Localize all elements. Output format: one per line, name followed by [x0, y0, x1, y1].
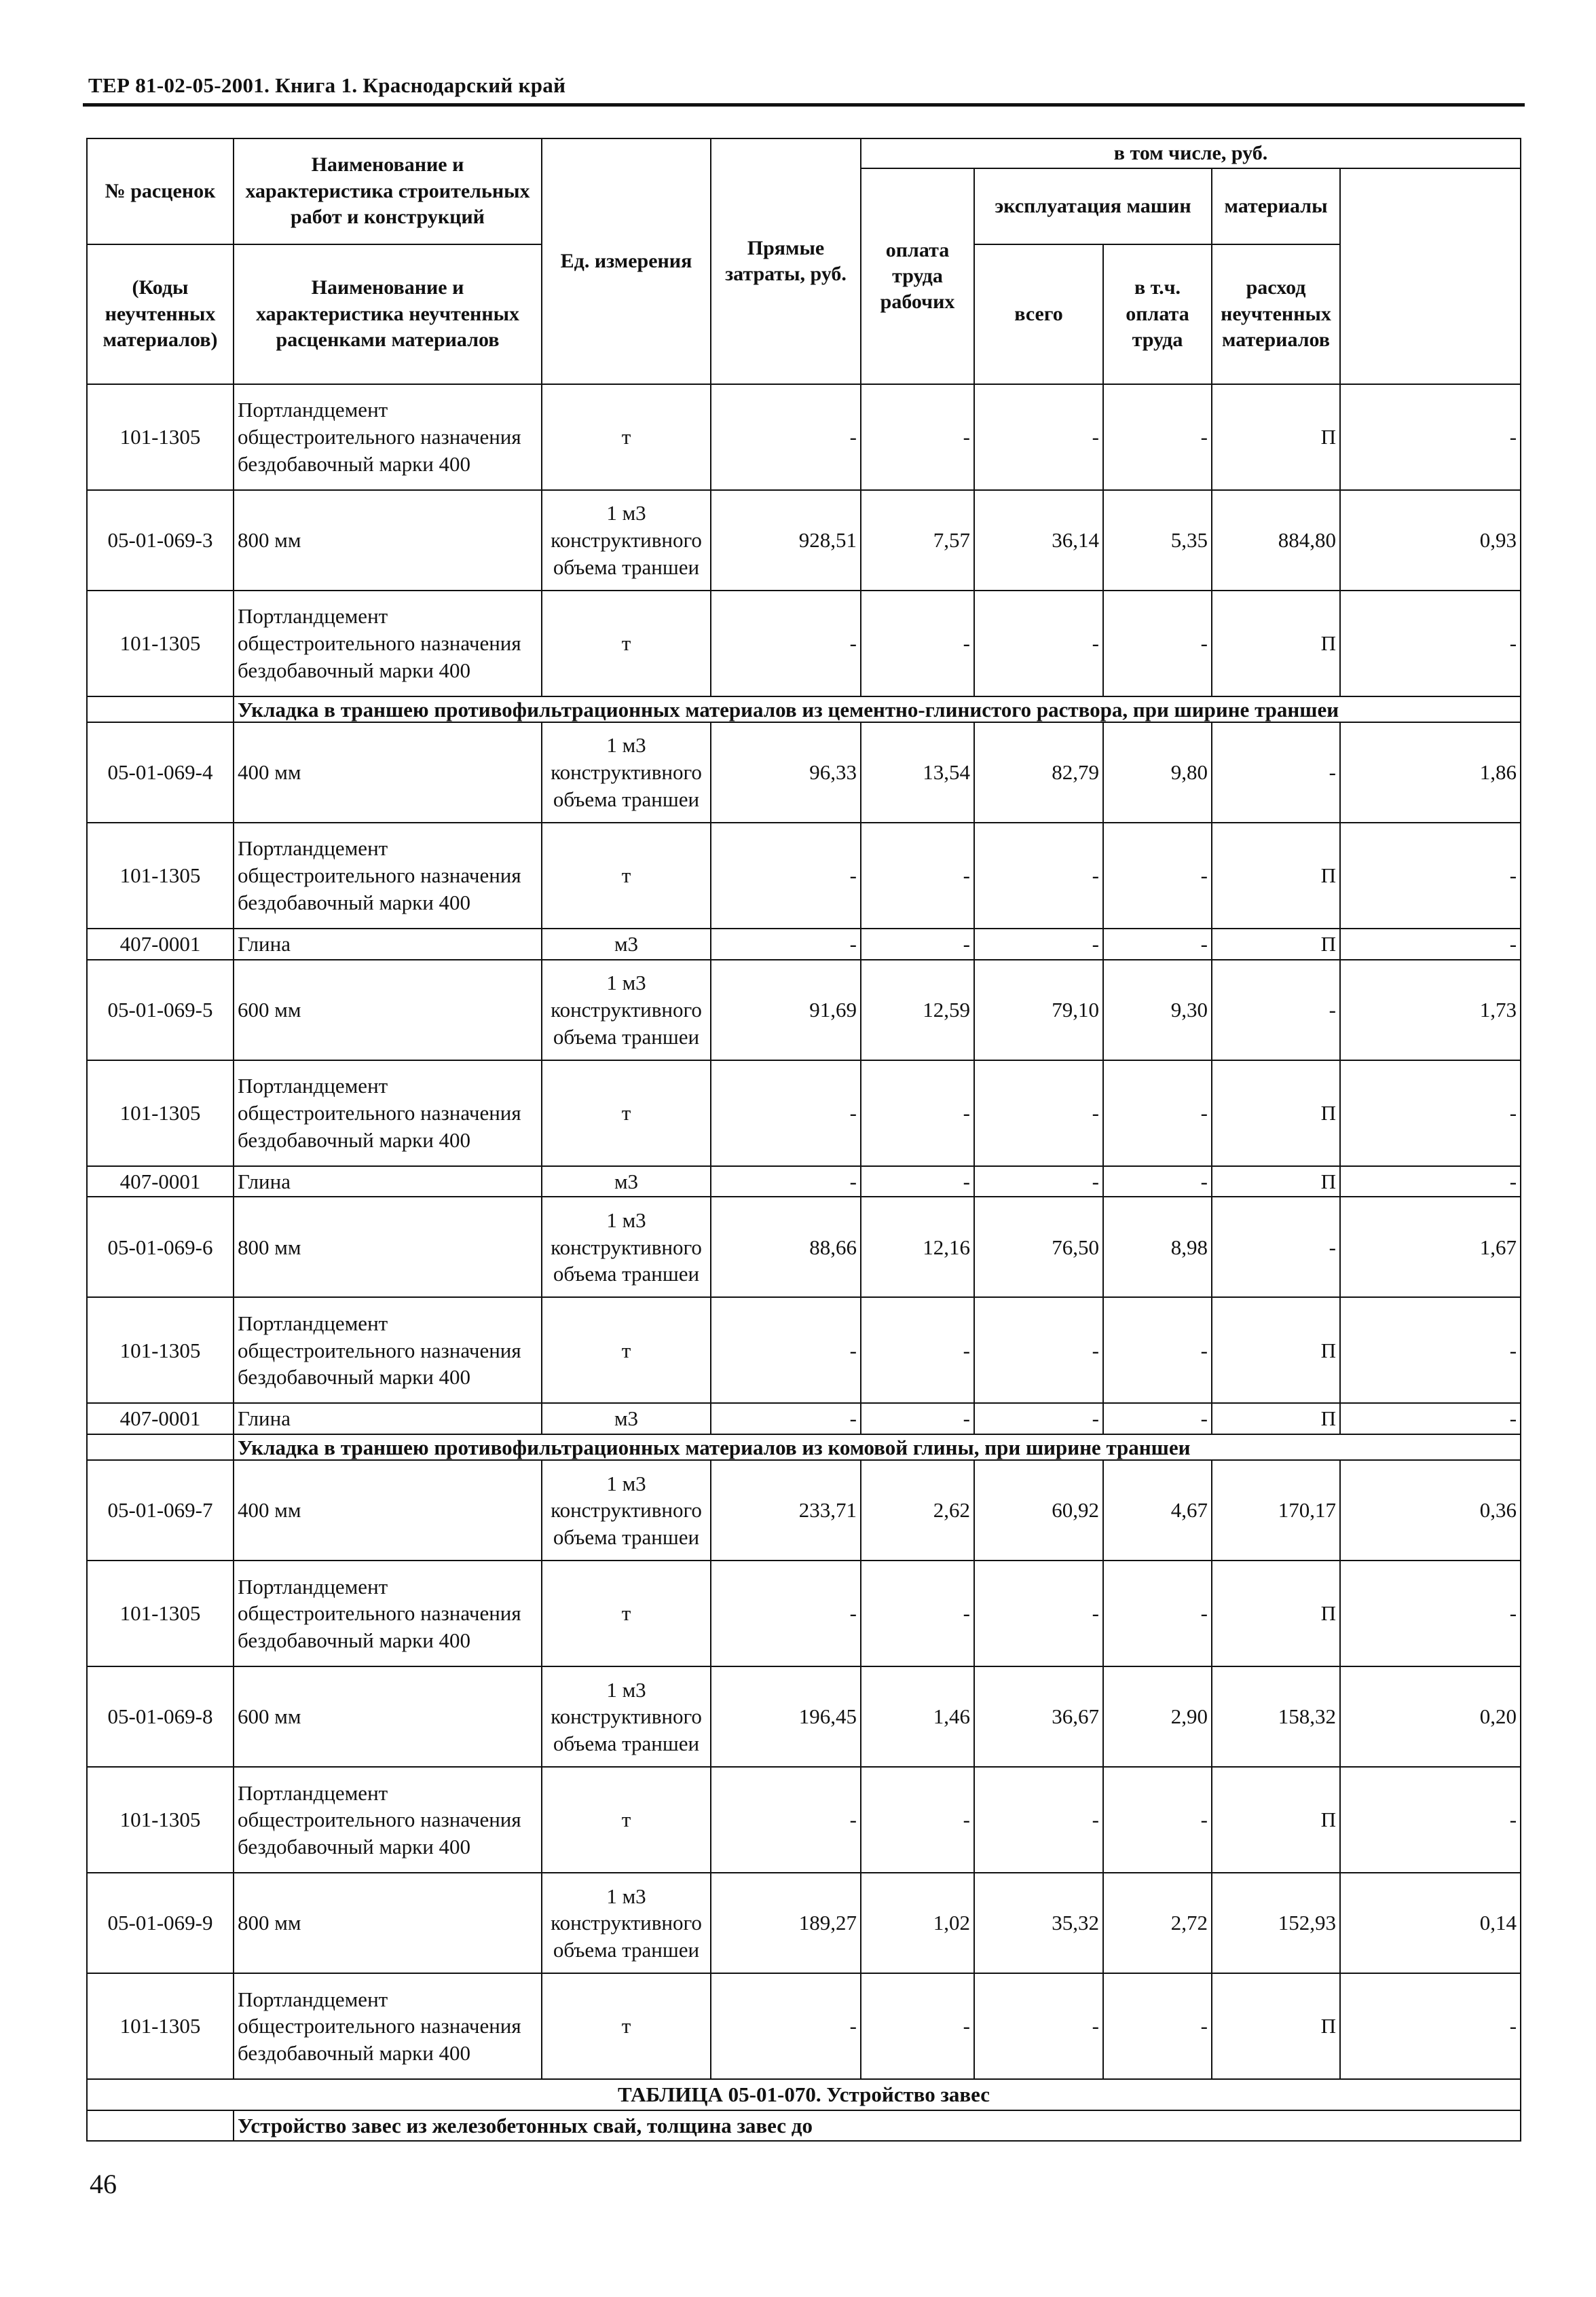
labor-cost: -	[1340, 823, 1521, 929]
col-mach-wages: в т.ч. оплата труда	[1103, 244, 1212, 384]
unit-cell: 1 м3 конструктивного объема траншеи	[542, 1873, 711, 1973]
materials-cost: П	[1212, 1767, 1340, 1873]
col-machines: эксплуатация машин	[974, 168, 1212, 244]
materials-cost: П	[1212, 1561, 1340, 1666]
machines-cost: 60,92	[974, 1460, 1103, 1561]
direct-cost: -	[711, 384, 861, 490]
section-title: Укладка в траншею противофильтрационных материалов из цементно-глинистого раствора, при ширине траншеи	[234, 696, 1521, 722]
wages-cost: -	[861, 1973, 974, 2079]
col-unaccounted: расход неучтенных материалов	[1212, 244, 1340, 384]
table-row	[87, 1060, 1521, 1166]
col-wages: оплата труда рабочих	[861, 168, 974, 384]
unit-cell: 1 м3 конструктивного объема траншеи	[542, 1460, 711, 1561]
col-name-top: Наименование и характеристика строительных работ и конструкций	[234, 138, 542, 244]
rate-code: 407-0001	[87, 1166, 234, 1197]
labor-cost: -	[1340, 1060, 1521, 1166]
rates-table	[86, 138, 1521, 2142]
table-row	[87, 929, 1521, 960]
direct-cost: -	[711, 1166, 861, 1197]
unit-cell: 1 м3 конструктивного объема траншеи	[542, 960, 711, 1060]
materials-cost: 170,17	[1212, 1460, 1340, 1561]
col-mach-total: всего	[974, 244, 1103, 384]
table-row	[87, 1666, 1521, 1767]
labor-cost: -	[1340, 591, 1521, 696]
col-unit: Ед. измерения	[542, 138, 711, 384]
unit-cell: т	[542, 1973, 711, 2079]
wages-cost: 12,59	[861, 960, 974, 1060]
rate-code: 101-1305	[87, 1297, 234, 1403]
machines-wages: 8,98	[1103, 1197, 1212, 1297]
item-name: Портландцемент общестроительного назначения бездобавочный марки 400	[234, 384, 542, 490]
labor-cost: -	[1340, 1561, 1521, 1666]
table-row	[87, 1767, 1521, 1873]
page-header: ТЕР 81-02-05-2001. Книга 1. Краснодарский край	[88, 73, 566, 97]
direct-cost: 96,33	[711, 722, 861, 823]
table-title: ТАБЛИЦА 05-01-070. Устройство завес	[87, 2079, 1521, 2110]
wages-cost: 7,57	[861, 490, 974, 591]
labor-cost: -	[1340, 1973, 1521, 2079]
col-direct: Прямые затраты, руб.	[711, 138, 861, 384]
unit-cell: т	[542, 823, 711, 929]
item-name: Портландцемент общестроительного назначения бездобавочный марки 400	[234, 1767, 542, 1873]
labor-cost: -	[1340, 1297, 1521, 1403]
unit-cell: т	[542, 1767, 711, 1873]
machines-wages: -	[1103, 1767, 1212, 1873]
direct-cost: -	[711, 1297, 861, 1403]
table-row	[87, 1460, 1521, 1561]
machines-wages: 2,72	[1103, 1873, 1212, 1973]
machines-wages: -	[1103, 1561, 1212, 1666]
col-code-bottom: (Коды неучтенных материалов)	[87, 244, 234, 384]
machines-cost: -	[974, 1166, 1103, 1197]
wages-cost: -	[861, 1767, 974, 1873]
labor-cost: -	[1340, 1403, 1521, 1434]
machines-wages: 5,35	[1103, 490, 1212, 591]
machines-wages: -	[1103, 929, 1212, 960]
table-row	[87, 1403, 1521, 1434]
rate-code: 101-1305	[87, 1973, 234, 2079]
item-name: 400 мм	[234, 722, 542, 823]
labor-cost: 0,14	[1340, 1873, 1521, 1973]
rate-code: 101-1305	[87, 591, 234, 696]
unit-cell: 1 м3 конструктивного объема траншеи	[542, 1197, 711, 1297]
item-name: Портландцемент общестроительного назначения бездобавочный марки 400	[234, 823, 542, 929]
machines-wages: -	[1103, 591, 1212, 696]
direct-cost: 91,69	[711, 960, 861, 1060]
table-footer	[87, 2079, 1521, 2141]
item-name: 600 мм	[234, 1666, 542, 1767]
materials-cost: -	[1212, 960, 1340, 1060]
unit-cell: т	[542, 384, 711, 490]
direct-cost: 928,51	[711, 490, 861, 591]
wages-cost: -	[861, 1403, 974, 1434]
table-row	[87, 1166, 1521, 1197]
rate-code: 05-01-069-4	[87, 722, 234, 823]
item-name: Глина	[234, 1166, 542, 1197]
col-code-top: № расценок	[87, 138, 234, 244]
page-number: 46	[90, 2169, 117, 2199]
table-row	[87, 823, 1521, 929]
direct-cost: -	[711, 929, 861, 960]
wages-cost: -	[861, 1166, 974, 1197]
direct-cost: -	[711, 1403, 861, 1434]
item-name: 800 мм	[234, 1197, 542, 1297]
rate-code: 05-01-069-7	[87, 1460, 234, 1561]
machines-wages: -	[1103, 1403, 1212, 1434]
unit-cell: т	[542, 1561, 711, 1666]
rate-code: 05-01-069-8	[87, 1666, 234, 1767]
table-row	[87, 384, 1521, 490]
labor-cost: 0,93	[1340, 490, 1521, 591]
item-name: Глина	[234, 929, 542, 960]
labor-cost: -	[1340, 1166, 1521, 1197]
item-name: 800 мм	[234, 490, 542, 591]
unit-cell: м3	[542, 1403, 711, 1434]
table-row	[87, 1297, 1521, 1403]
rate-code: 05-01-069-5	[87, 960, 234, 1060]
rate-code: 407-0001	[87, 929, 234, 960]
machines-cost: -	[974, 1561, 1103, 1666]
wages-cost: -	[861, 591, 974, 696]
rate-code: 05-01-069-3	[87, 490, 234, 591]
direct-cost: -	[711, 1060, 861, 1166]
header-rule	[83, 103, 1525, 107]
unit-cell: м3	[542, 929, 711, 960]
machines-cost: 35,32	[974, 1873, 1103, 1973]
direct-cost: -	[711, 823, 861, 929]
wages-cost: -	[861, 384, 974, 490]
machines-cost: 79,10	[974, 960, 1103, 1060]
section-row	[87, 1434, 1521, 1460]
machines-cost: -	[974, 1060, 1103, 1166]
item-name: Портландцемент общестроительного назначения бездобавочный марки 400	[234, 1060, 542, 1166]
machines-cost: -	[974, 591, 1103, 696]
materials-cost: П	[1212, 1060, 1340, 1166]
unit-cell: т	[542, 1297, 711, 1403]
rate-code: 101-1305	[87, 384, 234, 490]
item-name: Портландцемент общестроительного назначения бездобавочный марки 400	[234, 1561, 542, 1666]
materials-cost: П	[1212, 1403, 1340, 1434]
machines-wages: -	[1103, 1166, 1212, 1197]
table-row	[87, 591, 1521, 696]
machines-cost: 36,14	[974, 490, 1103, 591]
labor-cost: 0,36	[1340, 1460, 1521, 1561]
wages-cost: -	[861, 1561, 974, 1666]
wages-cost: 1,46	[861, 1666, 974, 1767]
machines-cost: 82,79	[974, 722, 1103, 823]
materials-cost: -	[1212, 1197, 1340, 1297]
table-row	[87, 1561, 1521, 1666]
labor-cost: -	[1340, 384, 1521, 490]
col-incl: в том числе, руб.	[861, 138, 1521, 168]
header-row-1	[87, 138, 1521, 168]
direct-cost: 233,71	[711, 1460, 861, 1561]
col-materials: материалы	[1212, 168, 1340, 244]
rate-code: 101-1305	[87, 1767, 234, 1873]
materials-cost: 152,93	[1212, 1873, 1340, 1973]
rate-code: 407-0001	[87, 1403, 234, 1434]
machines-wages: -	[1103, 1973, 1212, 2079]
labor-cost: 1,67	[1340, 1197, 1521, 1297]
wages-cost: -	[861, 823, 974, 929]
unit-cell: т	[542, 591, 711, 696]
materials-cost: П	[1212, 1166, 1340, 1197]
item-name: Глина	[234, 1403, 542, 1434]
table-body	[87, 384, 1521, 2079]
machines-cost: -	[974, 929, 1103, 960]
materials-cost: П	[1212, 384, 1340, 490]
materials-cost: П	[1212, 591, 1340, 696]
machines-wages: -	[1103, 823, 1212, 929]
rate-code: 101-1305	[87, 823, 234, 929]
direct-cost: -	[711, 591, 861, 696]
materials-cost: 884,80	[1212, 490, 1340, 591]
rate-code: 05-01-069-9	[87, 1873, 234, 1973]
machines-cost: -	[974, 1973, 1103, 2079]
machines-wages: 2,90	[1103, 1666, 1212, 1767]
materials-cost: -	[1212, 722, 1340, 823]
direct-cost: 196,45	[711, 1666, 861, 1767]
labor-cost: 1,73	[1340, 960, 1521, 1060]
table-row	[87, 490, 1521, 591]
materials-cost: П	[1212, 929, 1340, 960]
materials-cost: 158,32	[1212, 1666, 1340, 1767]
table-subtitle: Устройство завес из железобетонных свай, толщина завес до	[234, 2110, 1521, 2142]
item-name: Портландцемент общестроительного назначения бездобавочный марки 400	[234, 1973, 542, 2079]
item-name: 800 мм	[234, 1873, 542, 1973]
unit-cell: т	[542, 1060, 711, 1166]
wages-cost: 13,54	[861, 722, 974, 823]
table-row	[87, 722, 1521, 823]
direct-cost: 88,66	[711, 1197, 861, 1297]
labor-cost: -	[1340, 1767, 1521, 1873]
item-name: Портландцемент общестроительного назначения бездобавочный марки 400	[234, 591, 542, 696]
machines-cost: 36,67	[974, 1666, 1103, 1767]
rate-code: 101-1305	[87, 1561, 234, 1666]
materials-cost: П	[1212, 823, 1340, 929]
machines-wages: -	[1103, 1060, 1212, 1166]
section-title: Укладка в траншею противофильтрационных материалов из комовой глины, при ширине траншеи	[234, 1434, 1521, 1460]
materials-cost: П	[1212, 1297, 1340, 1403]
wages-cost: -	[861, 929, 974, 960]
labor-cost: -	[1340, 929, 1521, 960]
machines-cost: -	[974, 1403, 1103, 1434]
machines-wages: 9,80	[1103, 722, 1212, 823]
direct-cost: -	[711, 1561, 861, 1666]
direct-cost: 189,27	[711, 1873, 861, 1973]
machines-cost: -	[974, 823, 1103, 929]
wages-cost: -	[861, 1060, 974, 1166]
wages-cost: 12,16	[861, 1197, 974, 1297]
table-row	[87, 1197, 1521, 1297]
section-row	[87, 696, 1521, 722]
direct-cost: -	[711, 1767, 861, 1873]
unit-cell: 1 м3 конструктивного объема траншеи	[542, 1666, 711, 1767]
table-title-row	[87, 2079, 1521, 2110]
unit-cell: 1 м3 конструктивного объема траншеи	[542, 722, 711, 823]
wages-cost: 1,02	[861, 1873, 974, 1973]
table-row	[87, 1973, 1521, 2079]
machines-cost: -	[974, 1297, 1103, 1403]
machines-cost: 76,50	[974, 1197, 1103, 1297]
table-row	[87, 960, 1521, 1060]
wages-cost: 2,62	[861, 1460, 974, 1561]
direct-cost: -	[711, 1973, 861, 2079]
labor-cost: 1,86	[1340, 722, 1521, 823]
unit-cell: м3	[542, 1166, 711, 1197]
machines-wages: -	[1103, 1297, 1212, 1403]
col-name-bottom: Наименование и характеристика неучтенных расценками материалов	[234, 244, 542, 384]
unit-cell: 1 м3 конструктивного объема траншеи	[542, 490, 711, 591]
table-row	[87, 1873, 1521, 1973]
rate-code: 101-1305	[87, 1060, 234, 1166]
item-name: 600 мм	[234, 960, 542, 1060]
machines-cost: -	[974, 384, 1103, 490]
wages-cost: -	[861, 1297, 974, 1403]
machines-wages: -	[1103, 384, 1212, 490]
machines-wages: 9,30	[1103, 960, 1212, 1060]
machines-wages: 4,67	[1103, 1460, 1212, 1561]
labor-cost: 0,20	[1340, 1666, 1521, 1767]
machines-cost: -	[974, 1767, 1103, 1873]
item-name: 400 мм	[234, 1460, 542, 1561]
rate-code: 05-01-069-6	[87, 1197, 234, 1297]
materials-cost: П	[1212, 1973, 1340, 2079]
item-name: Портландцемент общестроительного назначения бездобавочный марки 400	[234, 1297, 542, 1403]
table-subtitle-row	[87, 2110, 1521, 2142]
